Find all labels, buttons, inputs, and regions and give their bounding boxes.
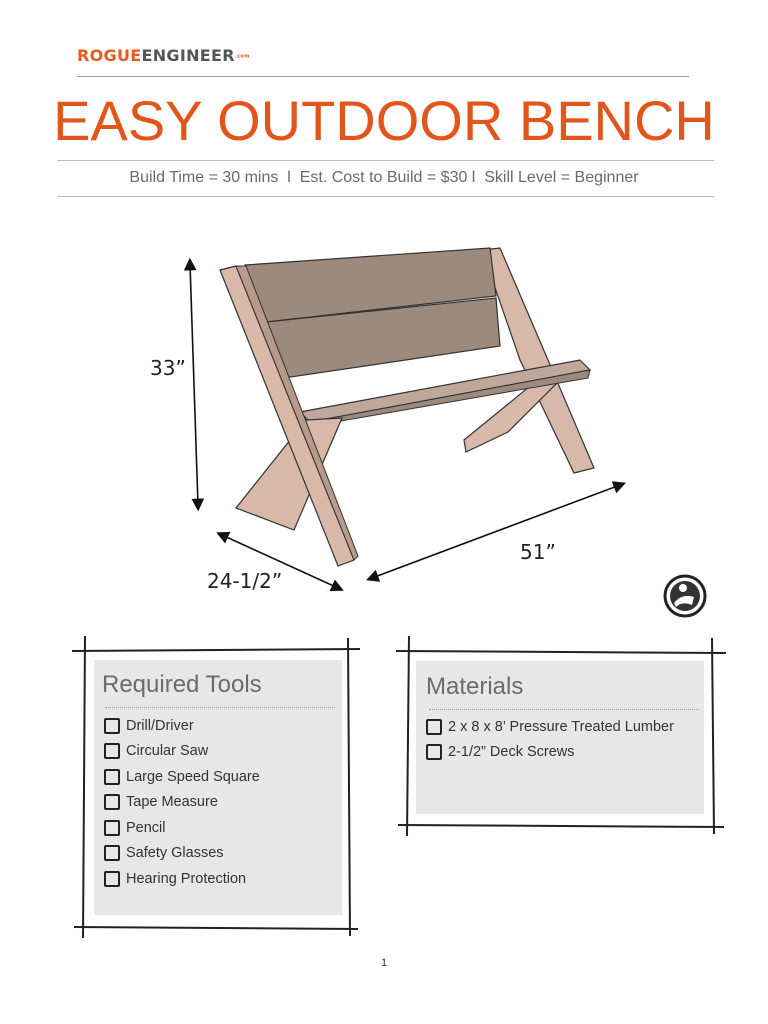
- material-label: 2-1/2” Deck Screws: [448, 744, 575, 761]
- material-item[interactable]: [426, 740, 674, 766]
- width-arrow: [372, 485, 620, 578]
- material-item[interactable]: [426, 714, 674, 740]
- tools-list: [104, 713, 260, 892]
- tool-checkbox[interactable]: [104, 794, 120, 810]
- tool-item[interactable]: [104, 790, 260, 816]
- tool-item[interactable]: [104, 815, 260, 841]
- page-number: 1: [380, 957, 388, 969]
- tools-heading: Required Tools: [102, 671, 262, 698]
- materials-heading: Materials: [426, 673, 524, 700]
- brand-com: .com: [234, 53, 250, 60]
- build-specs: Build Time = 30 mins l Est. Cost to Build = $30 l Skill Level = Beginner: [129, 169, 639, 186]
- tool-checkbox[interactable]: [104, 845, 120, 861]
- tool-checkbox[interactable]: [104, 743, 120, 759]
- tool-label: Pencil: [126, 819, 166, 836]
- tool-item[interactable]: [104, 866, 260, 892]
- width-dimension: 51”: [520, 540, 556, 564]
- tool-item[interactable]: [104, 739, 260, 765]
- tool-item[interactable]: [104, 713, 260, 739]
- tool-label: Drill/Driver: [126, 717, 194, 734]
- material-checkbox[interactable]: [426, 744, 442, 760]
- tool-checkbox[interactable]: [104, 718, 120, 734]
- engineer-emblem-icon: [662, 573, 708, 619]
- material-label: 2 x 8 x 8’ Pressure Treated Lumber: [448, 718, 674, 735]
- materials-divider: [429, 709, 699, 710]
- tool-checkbox[interactable]: [104, 820, 120, 836]
- page-title: EASY OUTDOOR BENCH: [53, 89, 715, 152]
- height-arrow: [190, 264, 198, 505]
- tool-item[interactable]: [104, 841, 260, 867]
- tool-label: Hearing Protection: [126, 870, 247, 887]
- header-rule: [77, 76, 689, 77]
- required-tools-panel: [72, 636, 360, 938]
- materials-panel: [396, 636, 726, 836]
- tool-label: Circular Saw: [126, 743, 209, 760]
- height-dimension: 33”: [150, 356, 186, 380]
- tool-label: Safety Glasses: [126, 845, 224, 862]
- brand-rogue: ROGUE: [77, 46, 142, 65]
- specs-bottom-rule: [57, 196, 714, 197]
- brand-logo: [77, 46, 250, 65]
- tool-checkbox[interactable]: [104, 769, 120, 785]
- tool-item[interactable]: [104, 764, 260, 790]
- tools-divider: [105, 707, 335, 708]
- brand-engineer: ENGINEER: [141, 46, 235, 65]
- tool-label: Large Speed Square: [126, 768, 260, 785]
- material-checkbox[interactable]: [426, 719, 442, 735]
- tool-label: Tape Measure: [126, 794, 218, 811]
- materials-list: [426, 714, 674, 765]
- specs-top-rule: [57, 160, 714, 161]
- tool-checkbox[interactable]: [104, 871, 120, 887]
- depth-dimension: 24-1/2”: [207, 569, 283, 593]
